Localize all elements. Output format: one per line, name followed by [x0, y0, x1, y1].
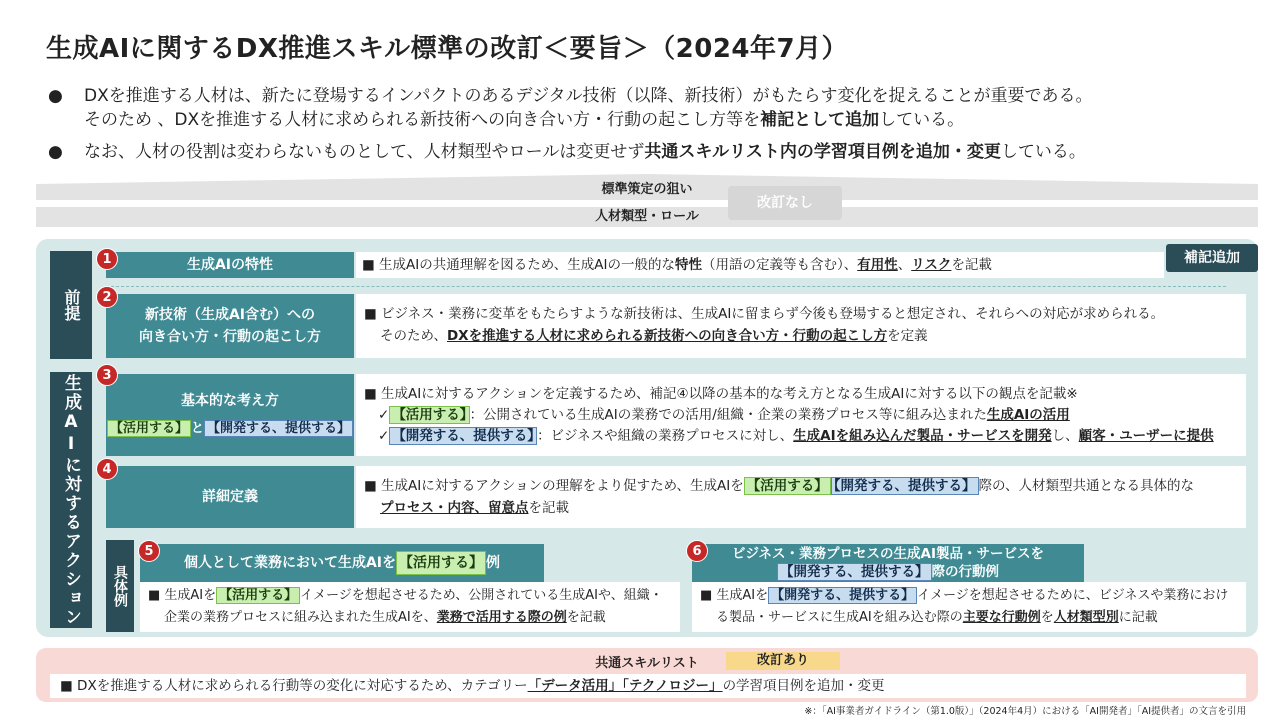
- s4-label: 詳細定義: [106, 466, 354, 528]
- no-change-badge: 改訂なし: [728, 186, 842, 220]
- number-badge-5: 5: [138, 540, 160, 562]
- example-label: 具体例: [106, 540, 134, 632]
- common-skill-title: 共通スキルリスト: [595, 656, 699, 671]
- number-badge-1: 1: [96, 248, 118, 270]
- bullet-2: [48, 140, 1248, 164]
- number-badge-3: 3: [96, 364, 118, 386]
- s6-desc: ■ 生成AIを 【開発する、提供する】 イメージを想起させるために、ビジネスや業務におけ る製品・サービスに生成AIを組み込む際の主要な行動例を人材類型別に記載: [692, 582, 1246, 632]
- s2-label: 新技術（生成AI含む）への 向き合い方・行動の起こし方: [106, 294, 354, 358]
- s4-desc: ■ 生成AIに対するアクションの理解をより促すため、生成AIを 【活用する】 【開発する、提供する】 際の、人材類型共通となる具体的な プロセス・内容、留意点を記載: [356, 466, 1246, 528]
- bullet-1-line2: そのため 、DXを推進する人材に求められる新技術への向き合い方・行動の起こし方等を補記として追加している。: [84, 110, 965, 130]
- supplement-badge: 補記追加: [1166, 244, 1258, 272]
- bullet-1: [48, 84, 1248, 132]
- roles-band: [36, 207, 1258, 227]
- s2-desc: ■ ビジネス・業務に変革をもたらすような新技術は、生成AIに留まらず今後も登場すると想定され、それらへの対応が求められる。 そのため、DXを推進する人材に求められる新技術への向き合い方・行動の起こし方を定義: [356, 294, 1246, 358]
- common-skill-desc: ■ DXを推進する人材に求められる行動等の変化に対応するため、カテゴリー「データ活用」「テクノロジー」の学習項目例を追加・変更: [50, 674, 1246, 698]
- bullet-marker: ●: [48, 142, 63, 162]
- s6-header: ビジネス・業務プロセスの生成AI製品・サービスを 【開発する、提供する】 際の行動例: [692, 544, 1084, 582]
- goal-band-label: 標準策定の狙い: [601, 182, 693, 197]
- s5-desc: ■ 生成AIを 【活用する】 イメージを想起させるため、公開されている生成AIや、組織・ 企業の業務プロセスに組み込まれた生成AIを、業務で活用する際の例を記載: [140, 582, 680, 632]
- s3-label: 基本的な考え方 【活用する】 と 【開発する、提供する】: [106, 374, 354, 456]
- s1-desc: ■ 生成AIの共通理解を図るため、生成AIの一般的な特性（用語の定義等も含む）、有用性、リスクを記載: [356, 252, 1164, 278]
- number-badge-2: 2: [96, 286, 118, 308]
- s3-desc: ■ 生成AIに対するアクションを定義するため、補記④以降の基本的な考え方となる生成AIに対する以下の観点を記載※ ✓ 【活用する】 ：公開されている生成AIの業務での活用/組織・企業の業務プロセス等に組み込まれた生成AIの活用 ✓ 【開発する、提供する】 ：ビジネスや組織の業務プロセスに対し、生成AIを組み込んだ製品・サービスを開発し、顧客・ユーザーに提供: [356, 374, 1246, 456]
- s5-header: 個人として業務において生成AIを 【活用する】 例: [140, 544, 544, 582]
- divider: [106, 286, 1226, 287]
- page-title: 生成AIに関するDX推進スキル標準の改訂＜要旨＞（2024年7月）: [46, 34, 849, 64]
- bullet-2-text: なお、人材の役割は変わらないものとして、人材類型やロールは変更せず共通スキルリスト内の学習項目例を追加・変更している。: [84, 142, 1086, 162]
- number-badge-6: 6: [686, 540, 708, 562]
- bullet-marker: ●: [48, 86, 63, 106]
- premise-label: 前提: [50, 251, 92, 359]
- bullet-1-line1: DXを推進する人材は、新たに登場するインパクトのあるデジタル技術（以降、新技術）がもたらす変化を捉えることが重要である。: [84, 86, 1093, 106]
- roles-band-label: 人材類型・ロール: [595, 209, 699, 224]
- footnote: ※：「AI事業者ガイドライン（第1.0版）」（2024年4月）における「AI開発者」「AI提供者」の文言を引用: [804, 706, 1246, 717]
- action-label: 生成AIに対するアクション: [50, 372, 92, 628]
- changed-badge: 改訂あり: [726, 652, 840, 670]
- s1-label: 生成AIの特性: [106, 252, 354, 278]
- number-badge-4: 4: [96, 458, 118, 480]
